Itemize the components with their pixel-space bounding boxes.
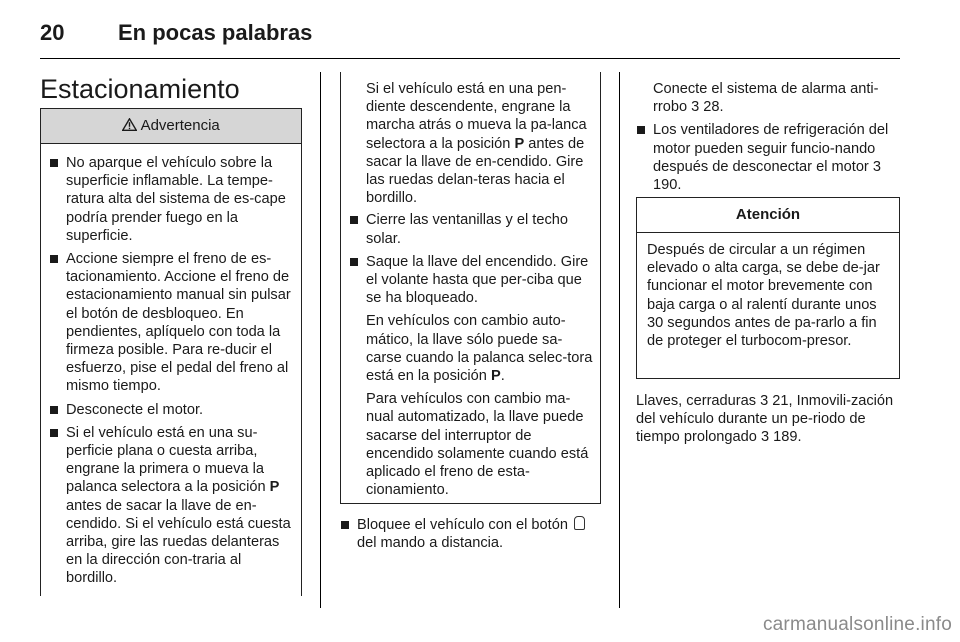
cross-reference: 3 189. xyxy=(760,429,802,446)
gear-position-p: P xyxy=(490,368,501,385)
paragraph: Si el vehículo está en una pen-diente descendente, engrane la marcha atrás o mueva la pa-lanca selectora a la posición P antes de sacar la llave de en-cendido. Gire las ruedas delan-teras hacia el bordillo. xyxy=(366,81,587,207)
lock-button-icon xyxy=(574,516,585,530)
warning-title: Advertencia xyxy=(140,117,220,134)
warning-item-text: Si el vehículo está en una su-perficie plana o cuesta arriba, engrane la primera o mueva la palanca selectora a la posición xyxy=(66,424,266,496)
warning-triangle-icon xyxy=(122,117,140,134)
warning-item: No aparque el vehículo sobre la superficie inflamable. La tempe-ratura alta del sistema de es-cape podría prender fuego en la superficie. xyxy=(49,154,295,245)
paragraph: Conecte el sistema de alarma anti-rrobo 3 28. xyxy=(653,81,879,116)
running-head: En pocas palabras xyxy=(118,20,313,45)
paragraph: En vehículos con cambio auto-mático, la llave sólo puede sa-carse cuando la palanca selec-tora está en la posición P. xyxy=(366,313,593,385)
middle-list xyxy=(349,211,594,307)
gear-position-p: P xyxy=(514,135,525,152)
warning-item-text: antes de sacar la llave de en-cendido. Si el vehículo está cuesta arriba, gire las ruedas delanteras en la dirección con-traria al bordillo. xyxy=(66,497,291,587)
warning-item: Accione siempre el freno de es-tacionamiento. Accione el freno de estacionamiento manual sin pulsar el botón de desbloqueo. En pendientes, aplíquelo con toda la firmeza posible. Para re-ducir el esfuerzo, pise el pedal del freno al mismo tiempo. xyxy=(49,250,295,396)
gear-position-p: P xyxy=(269,479,280,496)
list-item: Los ventiladores de refrigeración del motor pueden seguir funcio-nando después de desconectar el motor 3 190. xyxy=(636,121,900,194)
column-divider-right xyxy=(619,72,620,608)
list-item: Bloquee el vehículo con el botón del mando a distancia. xyxy=(340,516,602,552)
paragraph: Para vehículos con cambio ma-nual automatizado, la llave puede sacarse del interruptor de encendido solamente cuando está aplicado el freno de esta-cionamiento. xyxy=(366,391,589,499)
list-item: Cierre las ventanillas y el techo solar. xyxy=(349,211,594,247)
header-rule xyxy=(40,58,900,59)
warning-list xyxy=(49,154,295,588)
section-title: Estacionamiento xyxy=(40,74,240,104)
attention-body: Después de circular a un régimen elevado o alta carga, se debe de-jar funcionar el motor brevemente con baja carga o al ralentí durante unos 30 segundos antes de pa-rarlo a fin de proteger el turbocom-presor. xyxy=(647,242,880,350)
warning-box-header xyxy=(41,109,301,144)
right-column xyxy=(636,80,900,199)
cross-reference: 3 190. xyxy=(653,158,881,194)
warning-box xyxy=(40,108,302,596)
warning-item: Desconecte el motor. xyxy=(49,401,295,419)
list-item: Saque la llave del encendido. Gire el volante hasta que per-ciba que se ha bloqueado. xyxy=(349,253,594,308)
attention-box xyxy=(636,197,900,379)
watermark: carmanualsonline.info xyxy=(762,614,952,635)
cross-reference: 3 21, Inmovili-zación del vehículo durante un pe-riodo de tiempo prolongado xyxy=(636,393,894,446)
warning-item xyxy=(49,424,295,588)
column-divider-left xyxy=(320,72,321,608)
attention-title: Atención xyxy=(637,198,899,233)
lock-instruction xyxy=(340,516,602,557)
cross-reference: 3 28. xyxy=(691,99,724,116)
related-links: Llaves, cerraduras 3 21, Inmovili-zación del vehículo durante un pe-riodo de tiempo prolongado 3 189. xyxy=(636,393,894,446)
page-number: 20 xyxy=(40,20,65,45)
warning-continuation-box xyxy=(340,72,601,504)
